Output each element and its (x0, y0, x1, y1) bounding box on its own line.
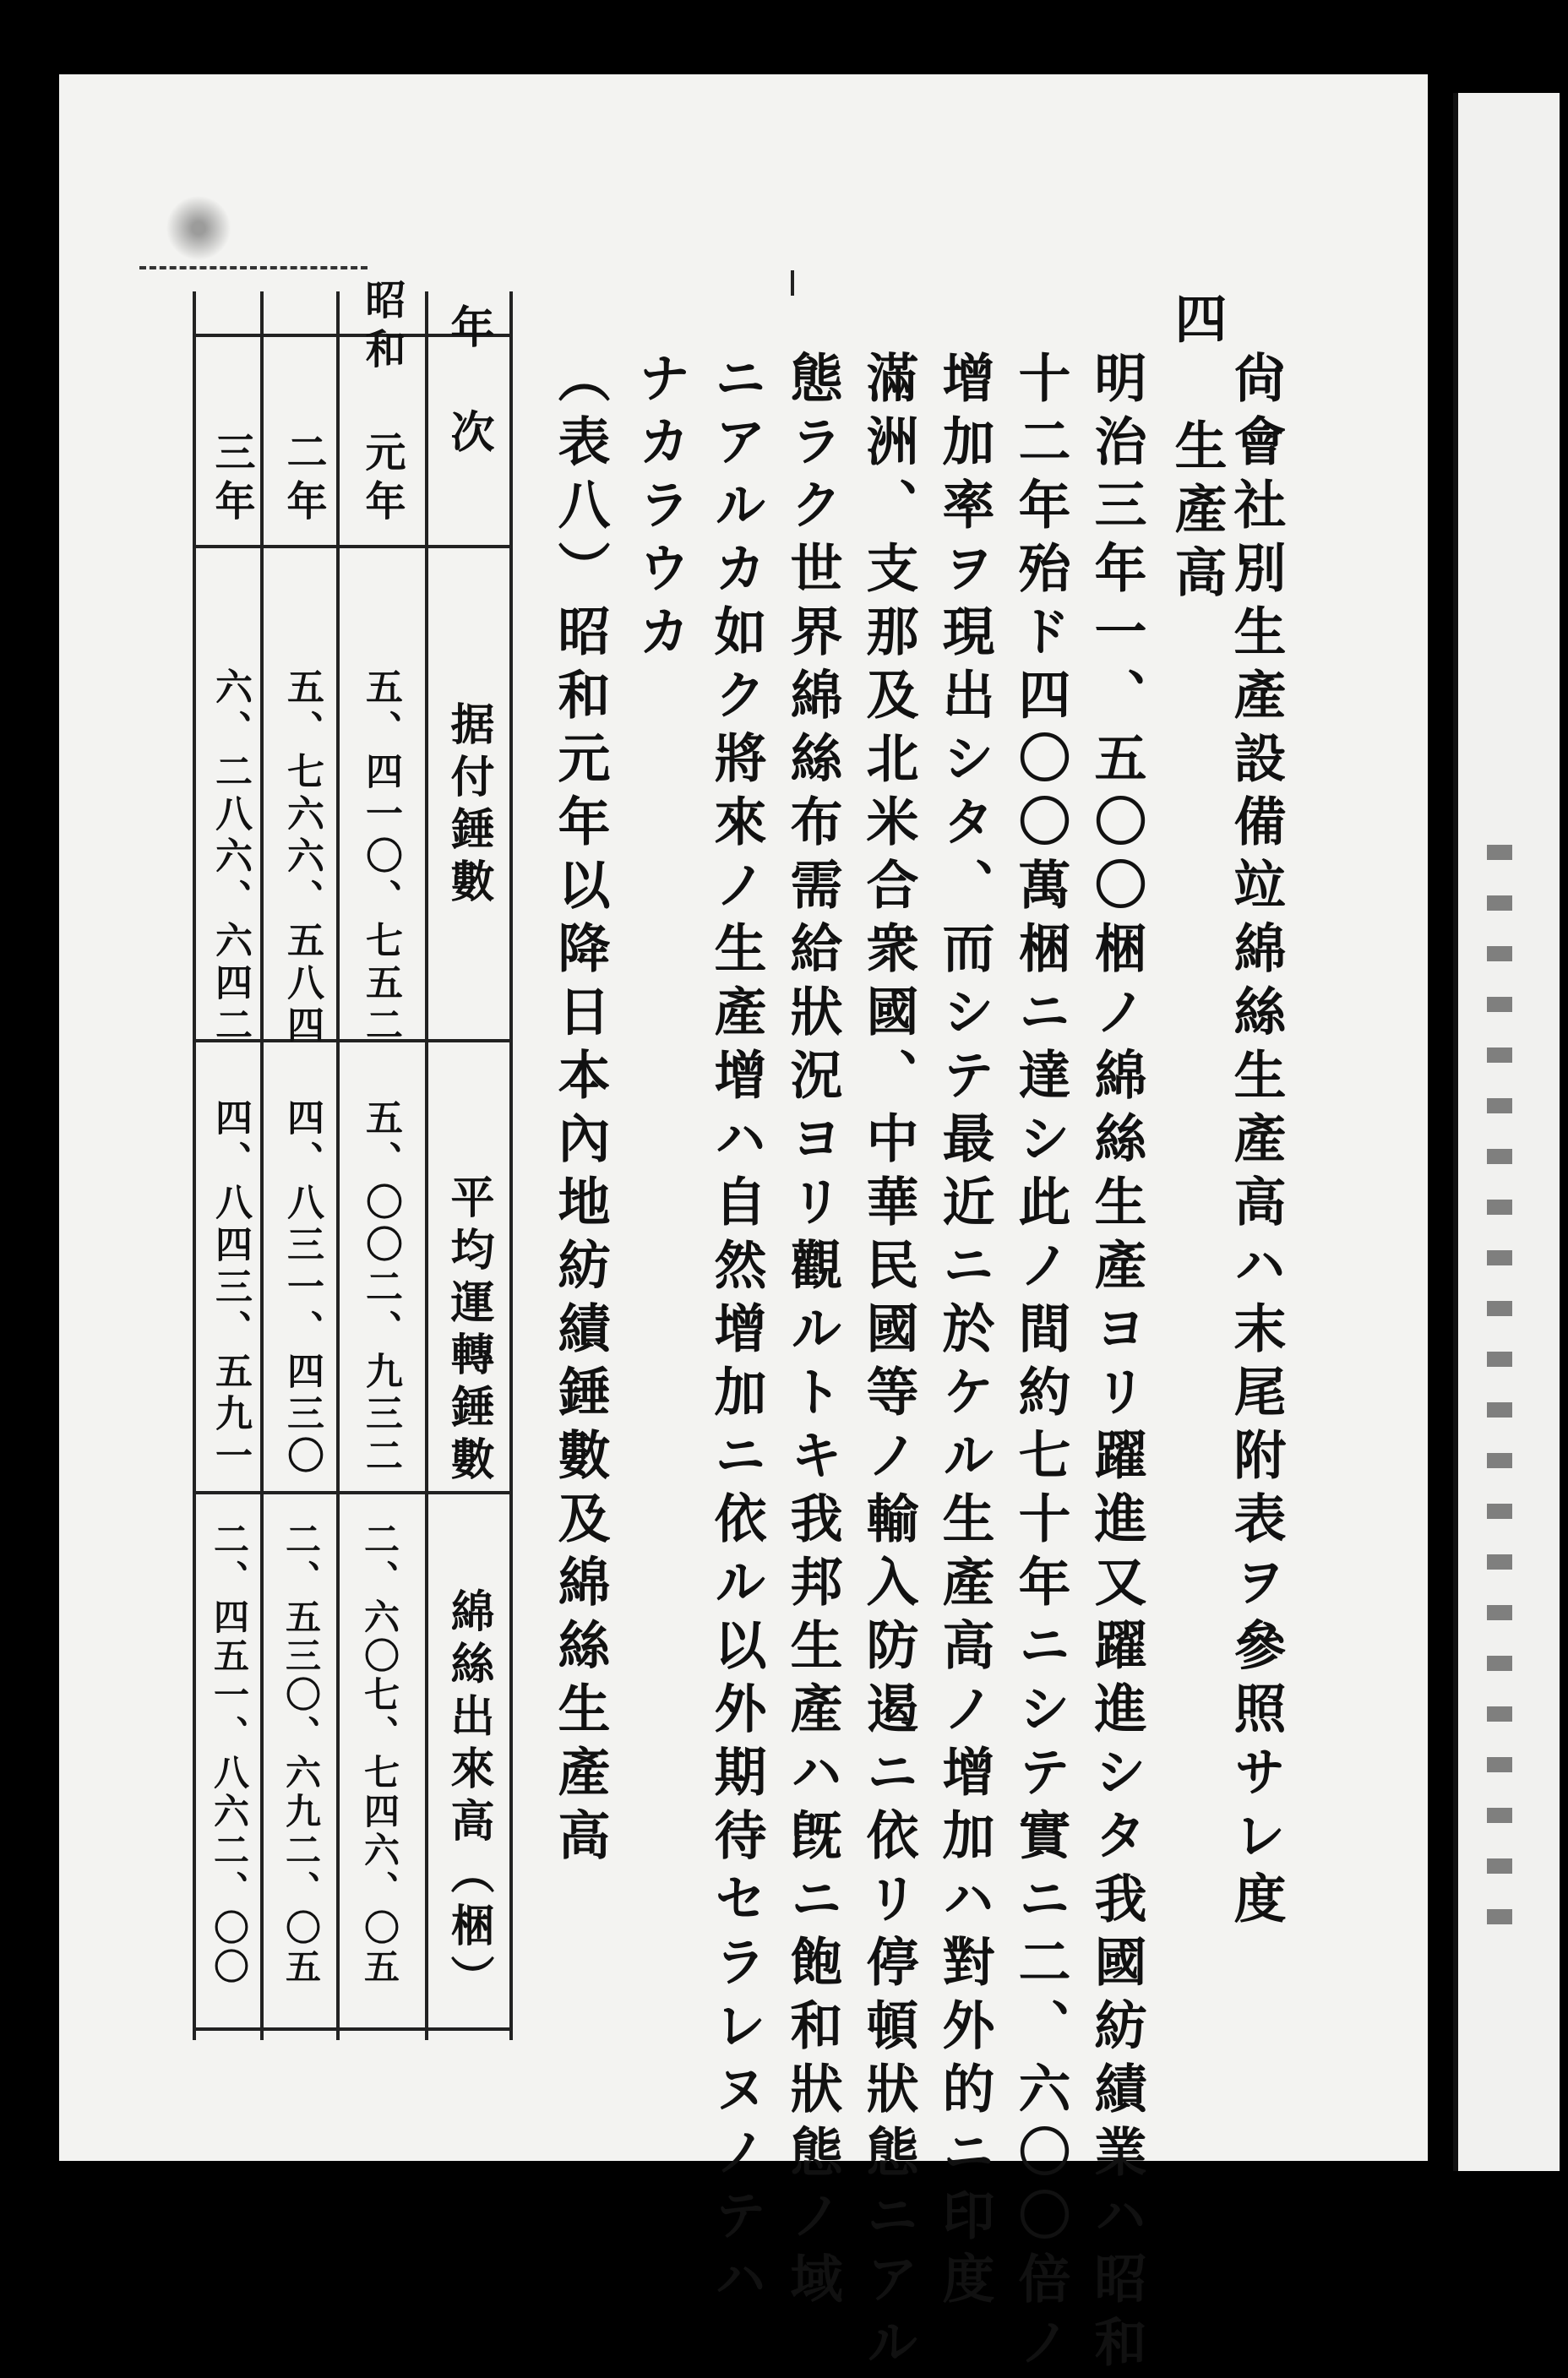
body-line-2: 十二年殆ド四〇〇萬梱ニ達シ此ノ間約七十年ニシテ實ニ二、六〇〇倍ノ (1010, 351, 1071, 2378)
ink-smudge (161, 190, 237, 266)
era-label: 昭和 (358, 279, 406, 377)
row-2-running: 四、八三一、四三〇 (280, 1098, 324, 1478)
body-line-4: 滿洲、支那及北米合衆國、中華民國等ノ輸入防遏ニ依リ停頓狀態ニアル (858, 351, 919, 2378)
body-line-3: 增加率ヲ現出シタ、而シテ最近ニ於ケル生產高ノ增加ハ對外的ニ印度 (934, 351, 995, 2315)
binding-tick (791, 270, 794, 296)
heading-line: 尙會社別生產設備竝綿絲生產高ハ末尾附表ヲ參照サレ度 (1225, 351, 1287, 1935)
row-3-running: 四、八四三、五九一 (209, 1098, 252, 1478)
spine-scan-noise (1487, 845, 1512, 1943)
header-year: 年 次 (443, 304, 494, 461)
row-2-output: 二、五三〇、六九二、〇五 (280, 1521, 322, 1987)
dashed-rule (139, 266, 368, 269)
body-line-6: ニアルカ如ク將來ノ生產增ハ自然增加ニ依ル以外期待セラレヌノテハ (705, 351, 767, 2315)
header-installed-spindles: 据付錘數 (443, 701, 494, 911)
row-3-output: 二、四五一、八六二、〇〇 (209, 1521, 250, 1987)
row-1-output: 二、六〇七、七四六、〇五 (359, 1521, 400, 1987)
body-line-7: ナカラウカ (629, 351, 691, 667)
body-line-1: 明治三年一、五〇〇梱ノ綿絲生產ヨリ躍進又躍進シタ我國紡績業ハ昭和 (1086, 351, 1147, 2378)
row-1-installed: 五、四一〇、七五二 (359, 667, 402, 1048)
row-3-year: 三年 (208, 431, 255, 529)
table-caption: （表八）昭和元年以降日本內地紡績錘數及綿絲生產高 (549, 351, 611, 1871)
row-1-year: 元年 (358, 431, 406, 529)
section-heading: 四 生產高 (1166, 291, 1228, 608)
header-yarn-output: 綿絲出來高（梱） (443, 1588, 494, 2007)
row-1-running: 五、〇〇二、九三二 (359, 1098, 402, 1478)
row-2-year: 二年 (280, 431, 327, 529)
header-avg-running-spindles: 平均運轉錘數 (443, 1174, 494, 1488)
row-2-installed: 五、七六六、五八四 (280, 667, 324, 1048)
row-3-installed: 六、二八六、六四二 (209, 667, 252, 1048)
body-line-5: 態ラク世界綿絲布需給狀況ヨリ觀ルトキ我邦生產ハ旣ニ飽和狀態ノ域 (781, 351, 843, 2315)
